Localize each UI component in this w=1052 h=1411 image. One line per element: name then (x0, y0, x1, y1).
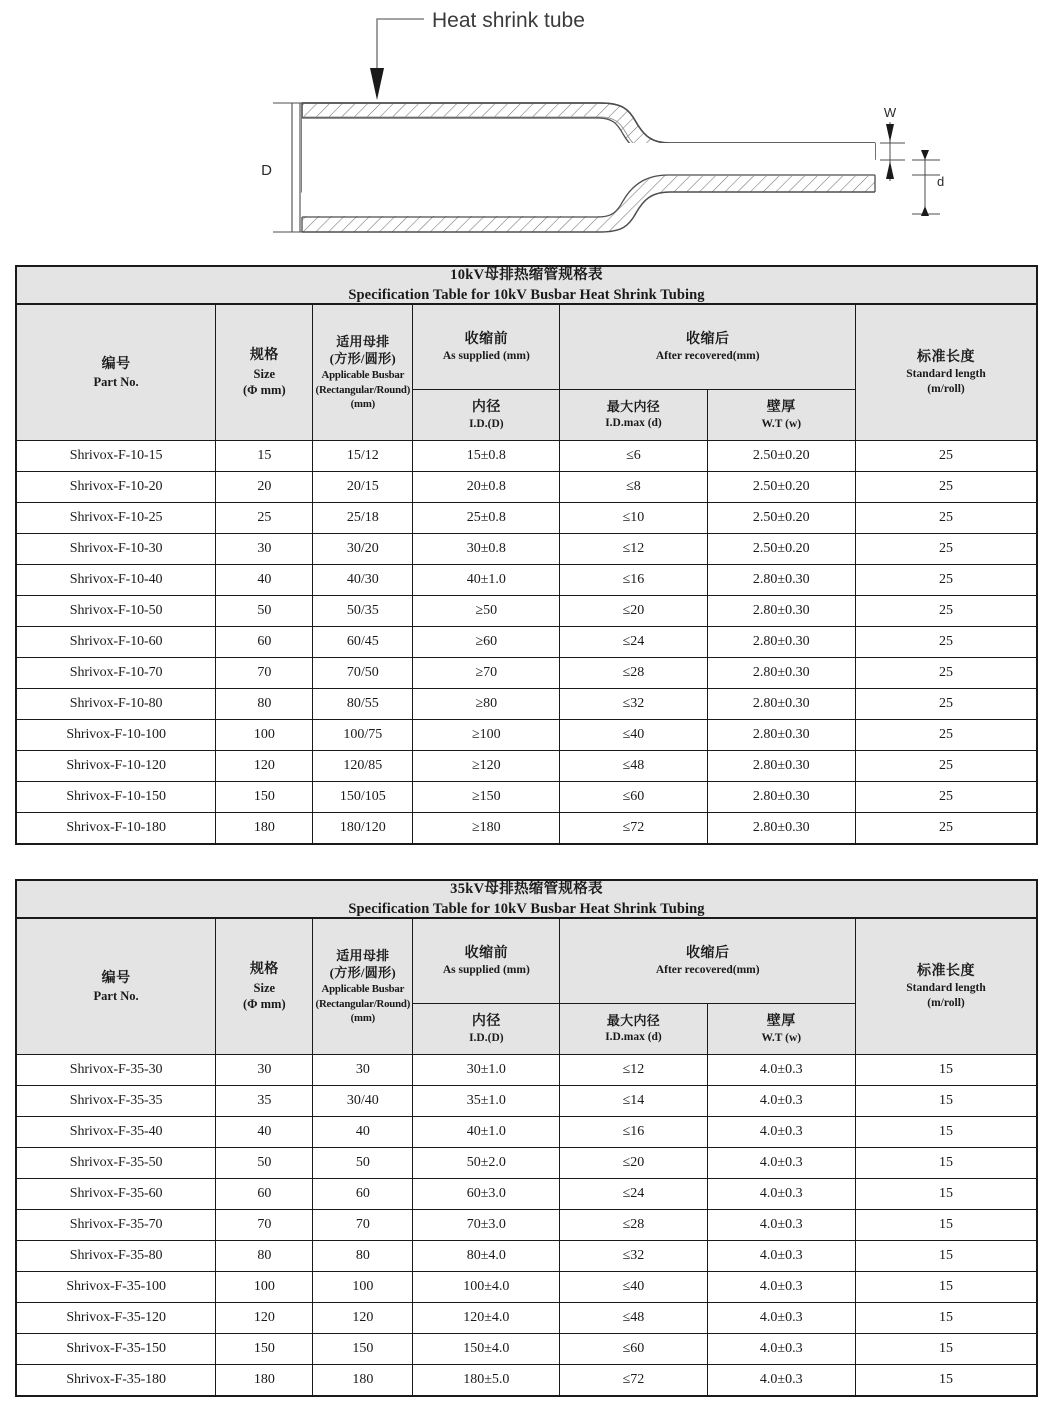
cell-std-length: 25 (856, 627, 1038, 658)
cell-wall-thickness: 4.0±0.3 (707, 1086, 855, 1117)
cell-busbar: 180 (313, 1365, 413, 1396)
cell-part-no: Shrivox-F-35-180 (16, 1365, 216, 1396)
arrow-d-bottom (921, 206, 929, 216)
header-after-recovered-cn: 收缩后 (685, 945, 730, 961)
cell-std-length: 25 (856, 689, 1038, 720)
header-size (216, 918, 313, 1055)
cell-part-no: Shrivox-F-10-25 (16, 503, 216, 534)
table-title-row (16, 880, 1037, 918)
header-row-primary (16, 918, 1037, 1004)
cell-std-length: 15 (856, 1055, 1038, 1086)
header-std-length-cn: 标准长度 (917, 963, 975, 979)
table-row (16, 503, 1037, 534)
header-wt (707, 1004, 855, 1055)
cell-part-no: Shrivox-F-35-120 (16, 1303, 216, 1334)
table-title-cn: 35kV母排热缩管规格表 (450, 881, 603, 897)
cell-part-no: Shrivox-F-35-60 (16, 1179, 216, 1210)
spec-table-10kv (15, 265, 1038, 845)
header-busbar (313, 918, 413, 1055)
cell-id-d: ≥180 (413, 813, 560, 844)
cell-busbar: 80/55 (313, 689, 413, 720)
cell-wall-thickness: 4.0±0.3 (707, 1365, 855, 1396)
cell-id-max: ≤48 (560, 751, 707, 782)
cell-size: 35 (216, 1086, 313, 1117)
table-row (16, 813, 1037, 844)
cell-id-d: 60±3.0 (413, 1179, 560, 1210)
cell-wall-thickness: 4.0±0.3 (707, 1117, 855, 1148)
cell-wall-thickness: 2.50±0.20 (707, 472, 855, 503)
spec-table-35kv (15, 879, 1038, 1397)
header-part-no-en: Part No. (93, 988, 139, 1003)
cell-std-length: 15 (856, 1148, 1038, 1179)
header-id-max-en: I.D.max (d) (605, 1031, 662, 1044)
cell-size: 30 (216, 534, 313, 565)
cell-part-no: Shrivox-F-10-40 (16, 565, 216, 596)
cell-id-max: ≤28 (560, 1210, 707, 1241)
cell-std-length: 15 (856, 1086, 1038, 1117)
table-row (16, 689, 1037, 720)
header-std-length (856, 918, 1038, 1055)
cell-id-d: 25±0.8 (413, 503, 560, 534)
cell-part-no: Shrivox-F-35-70 (16, 1210, 216, 1241)
cell-size: 60 (216, 1179, 313, 1210)
cell-wall-thickness: 4.0±0.3 (707, 1055, 855, 1086)
cell-wall-thickness: 2.80±0.30 (707, 720, 855, 751)
cell-part-no: Shrivox-F-10-30 (16, 534, 216, 565)
cell-std-length: 15 (856, 1334, 1038, 1365)
header-id-d (413, 390, 560, 441)
table-row (16, 1241, 1037, 1272)
header-busbar-unit: (mm) (350, 1011, 376, 1024)
cell-size: 150 (216, 1334, 313, 1365)
table-title-row (16, 266, 1037, 304)
cell-busbar: 150/105 (313, 782, 413, 813)
header-id-max-cn: 最大内径 (606, 399, 661, 415)
cell-id-d: ≥50 (413, 596, 560, 627)
cell-id-d: 15±0.8 (413, 441, 560, 472)
table-title-cell (16, 266, 1037, 304)
cell-id-max: ≤16 (560, 1117, 707, 1148)
header-size-unit: (Φ mm) (242, 996, 286, 1011)
cell-busbar: 100 (313, 1272, 413, 1303)
table-row (16, 627, 1037, 658)
header-busbar-cn: 适用母排 (336, 948, 390, 964)
cell-id-d: 30±0.8 (413, 534, 560, 565)
cell-wall-thickness: 4.0±0.3 (707, 1179, 855, 1210)
cell-busbar: 25/18 (313, 503, 413, 534)
cell-size: 100 (216, 720, 313, 751)
table-row (16, 1179, 1037, 1210)
cell-busbar: 80 (313, 1241, 413, 1272)
cell-id-max: ≤72 (560, 813, 707, 844)
header-busbar-en: Applicable Busbar (321, 369, 405, 382)
cell-std-length: 15 (856, 1179, 1038, 1210)
cell-size: 100 (216, 1272, 313, 1303)
cell-busbar: 40 (313, 1117, 413, 1148)
cell-part-no: Shrivox-F-35-30 (16, 1055, 216, 1086)
table-title-en: Specification Table for 10kV Busbar Heat Shrink Tubing (348, 900, 705, 917)
cell-part-no: Shrivox-F-35-35 (16, 1086, 216, 1117)
callout-arrow (370, 68, 384, 100)
cell-std-length: 15 (856, 1117, 1038, 1148)
header-std-length-en: Standard length (906, 981, 986, 994)
cell-busbar: 50/35 (313, 596, 413, 627)
cell-id-max: ≤8 (560, 472, 707, 503)
cell-size: 25 (216, 503, 313, 534)
header-std-length-unit: (m/roll) (927, 382, 965, 395)
cell-busbar: 60 (313, 1179, 413, 1210)
cell-std-length: 25 (856, 782, 1038, 813)
cell-busbar: 50 (313, 1148, 413, 1179)
cell-size: 80 (216, 689, 313, 720)
cell-id-d: 80±4.0 (413, 1241, 560, 1272)
cell-size: 120 (216, 1303, 313, 1334)
header-as-supplied (413, 304, 560, 390)
cell-part-no: Shrivox-F-10-15 (16, 441, 216, 472)
cell-id-max: ≤72 (560, 1365, 707, 1396)
cell-wall-thickness: 2.80±0.30 (707, 565, 855, 596)
cell-busbar: 20/15 (313, 472, 413, 503)
dimension-W (880, 122, 905, 181)
header-busbar-cn2: (方形/圆形) (329, 965, 397, 981)
cell-id-d: 35±1.0 (413, 1086, 560, 1117)
dimension-label-W: W (883, 105, 897, 120)
cell-std-length: 25 (856, 813, 1038, 844)
cell-id-max: ≤28 (560, 658, 707, 689)
cell-wall-thickness: 2.50±0.20 (707, 441, 855, 472)
table-row (16, 1272, 1037, 1303)
cell-id-max: ≤60 (560, 1334, 707, 1365)
cell-id-max: ≤20 (560, 1148, 707, 1179)
product-diagram (0, 0, 1052, 262)
cell-wall-thickness: 2.50±0.20 (707, 534, 855, 565)
cell-part-no: Shrivox-F-10-70 (16, 658, 216, 689)
cell-id-d: 150±4.0 (413, 1334, 560, 1365)
cell-size: 180 (216, 1365, 313, 1396)
header-part-no-cn: 编号 (101, 356, 131, 372)
header-id-d-en: I.D.(D) (469, 1031, 504, 1044)
cell-wall-thickness: 2.80±0.30 (707, 751, 855, 782)
header-busbar-en2: (Rectangular/Round) (315, 383, 411, 396)
table-row (16, 1117, 1037, 1148)
header-after-recovered-en: After recovered(mm) (655, 963, 760, 976)
cell-wall-thickness: 2.80±0.30 (707, 782, 855, 813)
header-size-cn: 规格 (249, 348, 279, 364)
header-id-max (560, 390, 707, 441)
cell-id-d: ≥70 (413, 658, 560, 689)
cell-part-no: Shrivox-F-10-150 (16, 782, 216, 813)
cell-id-d: ≥150 (413, 782, 560, 813)
header-busbar-cn2: (方形/圆形) (329, 351, 397, 367)
cell-id-d: 50±2.0 (413, 1148, 560, 1179)
cell-id-max: ≤14 (560, 1086, 707, 1117)
cell-std-length: 25 (856, 441, 1038, 472)
header-busbar (313, 304, 413, 441)
header-wt-en: W.T (w) (761, 1031, 802, 1044)
cell-part-no: Shrivox-F-10-100 (16, 720, 216, 751)
cell-id-max: ≤32 (560, 1241, 707, 1272)
header-size-cn: 规格 (249, 962, 279, 978)
cell-std-length: 25 (856, 751, 1038, 782)
table-row (16, 1055, 1037, 1086)
table-title-en: Specification Table for 10kV Busbar Heat Shrink Tubing (348, 286, 705, 303)
header-id-d-cn: 内径 (471, 399, 501, 415)
cell-std-length: 15 (856, 1241, 1038, 1272)
cell-std-length: 15 (856, 1272, 1038, 1303)
table-row (16, 596, 1037, 627)
header-size (216, 304, 313, 441)
cell-id-max: ≤12 (560, 1055, 707, 1086)
cell-part-no: Shrivox-F-35-40 (16, 1117, 216, 1148)
cell-part-no: Shrivox-F-35-50 (16, 1148, 216, 1179)
cell-id-d: ≥120 (413, 751, 560, 782)
cell-std-length: 25 (856, 596, 1038, 627)
header-id-max-cn: 最大内径 (606, 1013, 661, 1029)
header-part-no-en: Part No. (93, 374, 139, 389)
cell-id-d: 70±3.0 (413, 1210, 560, 1241)
cell-part-no: Shrivox-F-35-80 (16, 1241, 216, 1272)
header-size-en: Size (253, 366, 276, 381)
header-size-unit: (Φ mm) (242, 382, 286, 397)
cell-busbar: 30 (313, 1055, 413, 1086)
callout-label: Heat shrink tube (432, 9, 585, 32)
table-row (16, 1148, 1037, 1179)
cell-part-no: Shrivox-F-10-120 (16, 751, 216, 782)
table-row (16, 441, 1037, 472)
cell-id-d: ≥60 (413, 627, 560, 658)
header-as-supplied-en: As supplied (mm) (442, 349, 530, 362)
header-wt-cn: 壁厚 (766, 1013, 796, 1029)
table-row (16, 565, 1037, 596)
table-row (16, 751, 1037, 782)
cell-id-max: ≤48 (560, 1303, 707, 1334)
header-wt-cn: 壁厚 (766, 399, 796, 415)
cell-wall-thickness: 2.50±0.20 (707, 503, 855, 534)
cell-id-d: 40±1.0 (413, 1117, 560, 1148)
arrow-w-bottom (886, 161, 894, 179)
arrow-w-top (886, 124, 894, 142)
cell-busbar: 70 (313, 1210, 413, 1241)
header-std-length (856, 304, 1038, 441)
cell-busbar: 120 (313, 1303, 413, 1334)
cell-part-no: Shrivox-F-10-50 (16, 596, 216, 627)
cell-wall-thickness: 4.0±0.3 (707, 1334, 855, 1365)
table-row (16, 1086, 1037, 1117)
cell-size: 150 (216, 782, 313, 813)
cell-busbar: 40/30 (313, 565, 413, 596)
cell-size: 40 (216, 565, 313, 596)
header-after-recovered (560, 304, 856, 390)
cell-wall-thickness: 4.0±0.3 (707, 1210, 855, 1241)
table-row (16, 472, 1037, 503)
cell-id-max: ≤12 (560, 534, 707, 565)
cell-busbar: 70/50 (313, 658, 413, 689)
cell-size: 15 (216, 441, 313, 472)
cell-id-max: ≤20 (560, 596, 707, 627)
cell-std-length: 15 (856, 1303, 1038, 1334)
header-id-d (413, 1004, 560, 1055)
cell-size: 120 (216, 751, 313, 782)
cell-busbar: 60/45 (313, 627, 413, 658)
cell-id-d: ≥100 (413, 720, 560, 751)
table-row (16, 782, 1037, 813)
header-busbar-unit: (mm) (350, 397, 376, 410)
header-wt (707, 390, 855, 441)
cell-size: 20 (216, 472, 313, 503)
cell-id-d: ≥80 (413, 689, 560, 720)
table-row (16, 1210, 1037, 1241)
cell-std-length: 25 (856, 503, 1038, 534)
header-std-length-en: Standard length (906, 367, 986, 380)
cell-id-max: ≤32 (560, 689, 707, 720)
header-busbar-cn: 适用母排 (336, 334, 390, 350)
table-body-10kv (16, 441, 1037, 844)
table-body-35kv (16, 1055, 1037, 1396)
header-as-supplied-cn: 收缩前 (464, 945, 509, 961)
cell-part-no: Shrivox-F-35-150 (16, 1334, 216, 1365)
cell-id-d: 20±0.8 (413, 472, 560, 503)
table-row (16, 534, 1037, 565)
cell-wall-thickness: 2.80±0.30 (707, 813, 855, 844)
cell-id-max: ≤10 (560, 503, 707, 534)
arrow-d-top (921, 150, 929, 160)
cell-size: 180 (216, 813, 313, 844)
header-after-recovered (560, 918, 856, 1004)
header-row-primary (16, 304, 1037, 390)
cell-size: 40 (216, 1117, 313, 1148)
cell-std-length: 25 (856, 658, 1038, 689)
cell-id-max: ≤16 (560, 565, 707, 596)
cell-id-d: 180±5.0 (413, 1365, 560, 1396)
table-title-cell (16, 880, 1037, 918)
header-after-recovered-en: After recovered(mm) (655, 349, 760, 362)
cell-size: 50 (216, 596, 313, 627)
cell-size: 50 (216, 1148, 313, 1179)
cell-id-max: ≤6 (560, 441, 707, 472)
table-row (16, 720, 1037, 751)
header-id-d-en: I.D.(D) (469, 417, 504, 430)
cell-size: 80 (216, 1241, 313, 1272)
header-part-no-cn: 编号 (101, 970, 131, 986)
cell-id-max: ≤24 (560, 627, 707, 658)
cell-id-max: ≤40 (560, 1272, 707, 1303)
dimension-d (912, 152, 940, 214)
cell-wall-thickness: 4.0±0.3 (707, 1241, 855, 1272)
header-id-max (560, 1004, 707, 1055)
cell-size: 30 (216, 1055, 313, 1086)
cell-id-max: ≤60 (560, 782, 707, 813)
header-std-length-unit: (m/roll) (927, 996, 965, 1009)
header-wt-en: W.T (w) (761, 417, 802, 430)
dimension-label-d: d (937, 174, 945, 189)
cell-busbar: 100/75 (313, 720, 413, 751)
cell-part-no: Shrivox-F-10-80 (16, 689, 216, 720)
cell-size: 70 (216, 658, 313, 689)
header-as-supplied-en: As supplied (mm) (442, 963, 530, 976)
cell-part-no: Shrivox-F-10-180 (16, 813, 216, 844)
cell-part-no: Shrivox-F-35-100 (16, 1272, 216, 1303)
cell-size: 60 (216, 627, 313, 658)
cell-std-length: 15 (856, 1210, 1038, 1241)
cell-std-length: 25 (856, 534, 1038, 565)
table-title-cn: 10kV母排热缩管规格表 (450, 267, 603, 283)
cell-id-d: 40±1.0 (413, 565, 560, 596)
cell-busbar: 180/120 (313, 813, 413, 844)
cell-busbar: 30/40 (313, 1086, 413, 1117)
header-std-length-cn: 标准长度 (917, 349, 975, 365)
cell-std-length: 15 (856, 1365, 1038, 1396)
cell-wall-thickness: 2.80±0.30 (707, 658, 855, 689)
header-id-d-cn: 内径 (471, 1013, 501, 1029)
cell-size: 70 (216, 1210, 313, 1241)
cell-std-length: 25 (856, 565, 1038, 596)
cell-part-no: Shrivox-F-10-20 (16, 472, 216, 503)
callout-leader (377, 19, 424, 72)
header-part-no (16, 918, 216, 1055)
cell-id-max: ≤24 (560, 1179, 707, 1210)
cell-wall-thickness: 2.80±0.30 (707, 689, 855, 720)
header-id-max-en: I.D.max (d) (605, 417, 662, 430)
cell-busbar: 120/85 (313, 751, 413, 782)
cell-wall-thickness: 2.80±0.30 (707, 596, 855, 627)
header-as-supplied (413, 918, 560, 1004)
cell-busbar: 15/12 (313, 441, 413, 472)
header-busbar-en: Applicable Busbar (321, 983, 405, 996)
cell-std-length: 25 (856, 720, 1038, 751)
header-part-no (16, 304, 216, 441)
header-after-recovered-cn: 收缩后 (685, 331, 730, 347)
table-row (16, 1334, 1037, 1365)
table-row (16, 1365, 1037, 1396)
cell-busbar: 30/20 (313, 534, 413, 565)
cell-id-d: 100±4.0 (413, 1272, 560, 1303)
cell-busbar: 150 (313, 1334, 413, 1365)
cell-id-d: 30±1.0 (413, 1055, 560, 1086)
dimension-label-D: D (261, 162, 272, 179)
header-busbar-en2: (Rectangular/Round) (315, 997, 411, 1010)
cell-id-d: 120±4.0 (413, 1303, 560, 1334)
cell-id-max: ≤40 (560, 720, 707, 751)
header-as-supplied-cn: 收缩前 (464, 331, 509, 347)
table-row (16, 1303, 1037, 1334)
header-size-en: Size (253, 980, 276, 995)
cell-wall-thickness: 4.0±0.3 (707, 1272, 855, 1303)
cell-std-length: 25 (856, 472, 1038, 503)
table-row (16, 658, 1037, 689)
cell-wall-thickness: 4.0±0.3 (707, 1303, 855, 1334)
cell-wall-thickness: 2.80±0.30 (707, 627, 855, 658)
cell-part-no: Shrivox-F-10-60 (16, 627, 216, 658)
cell-wall-thickness: 4.0±0.3 (707, 1148, 855, 1179)
